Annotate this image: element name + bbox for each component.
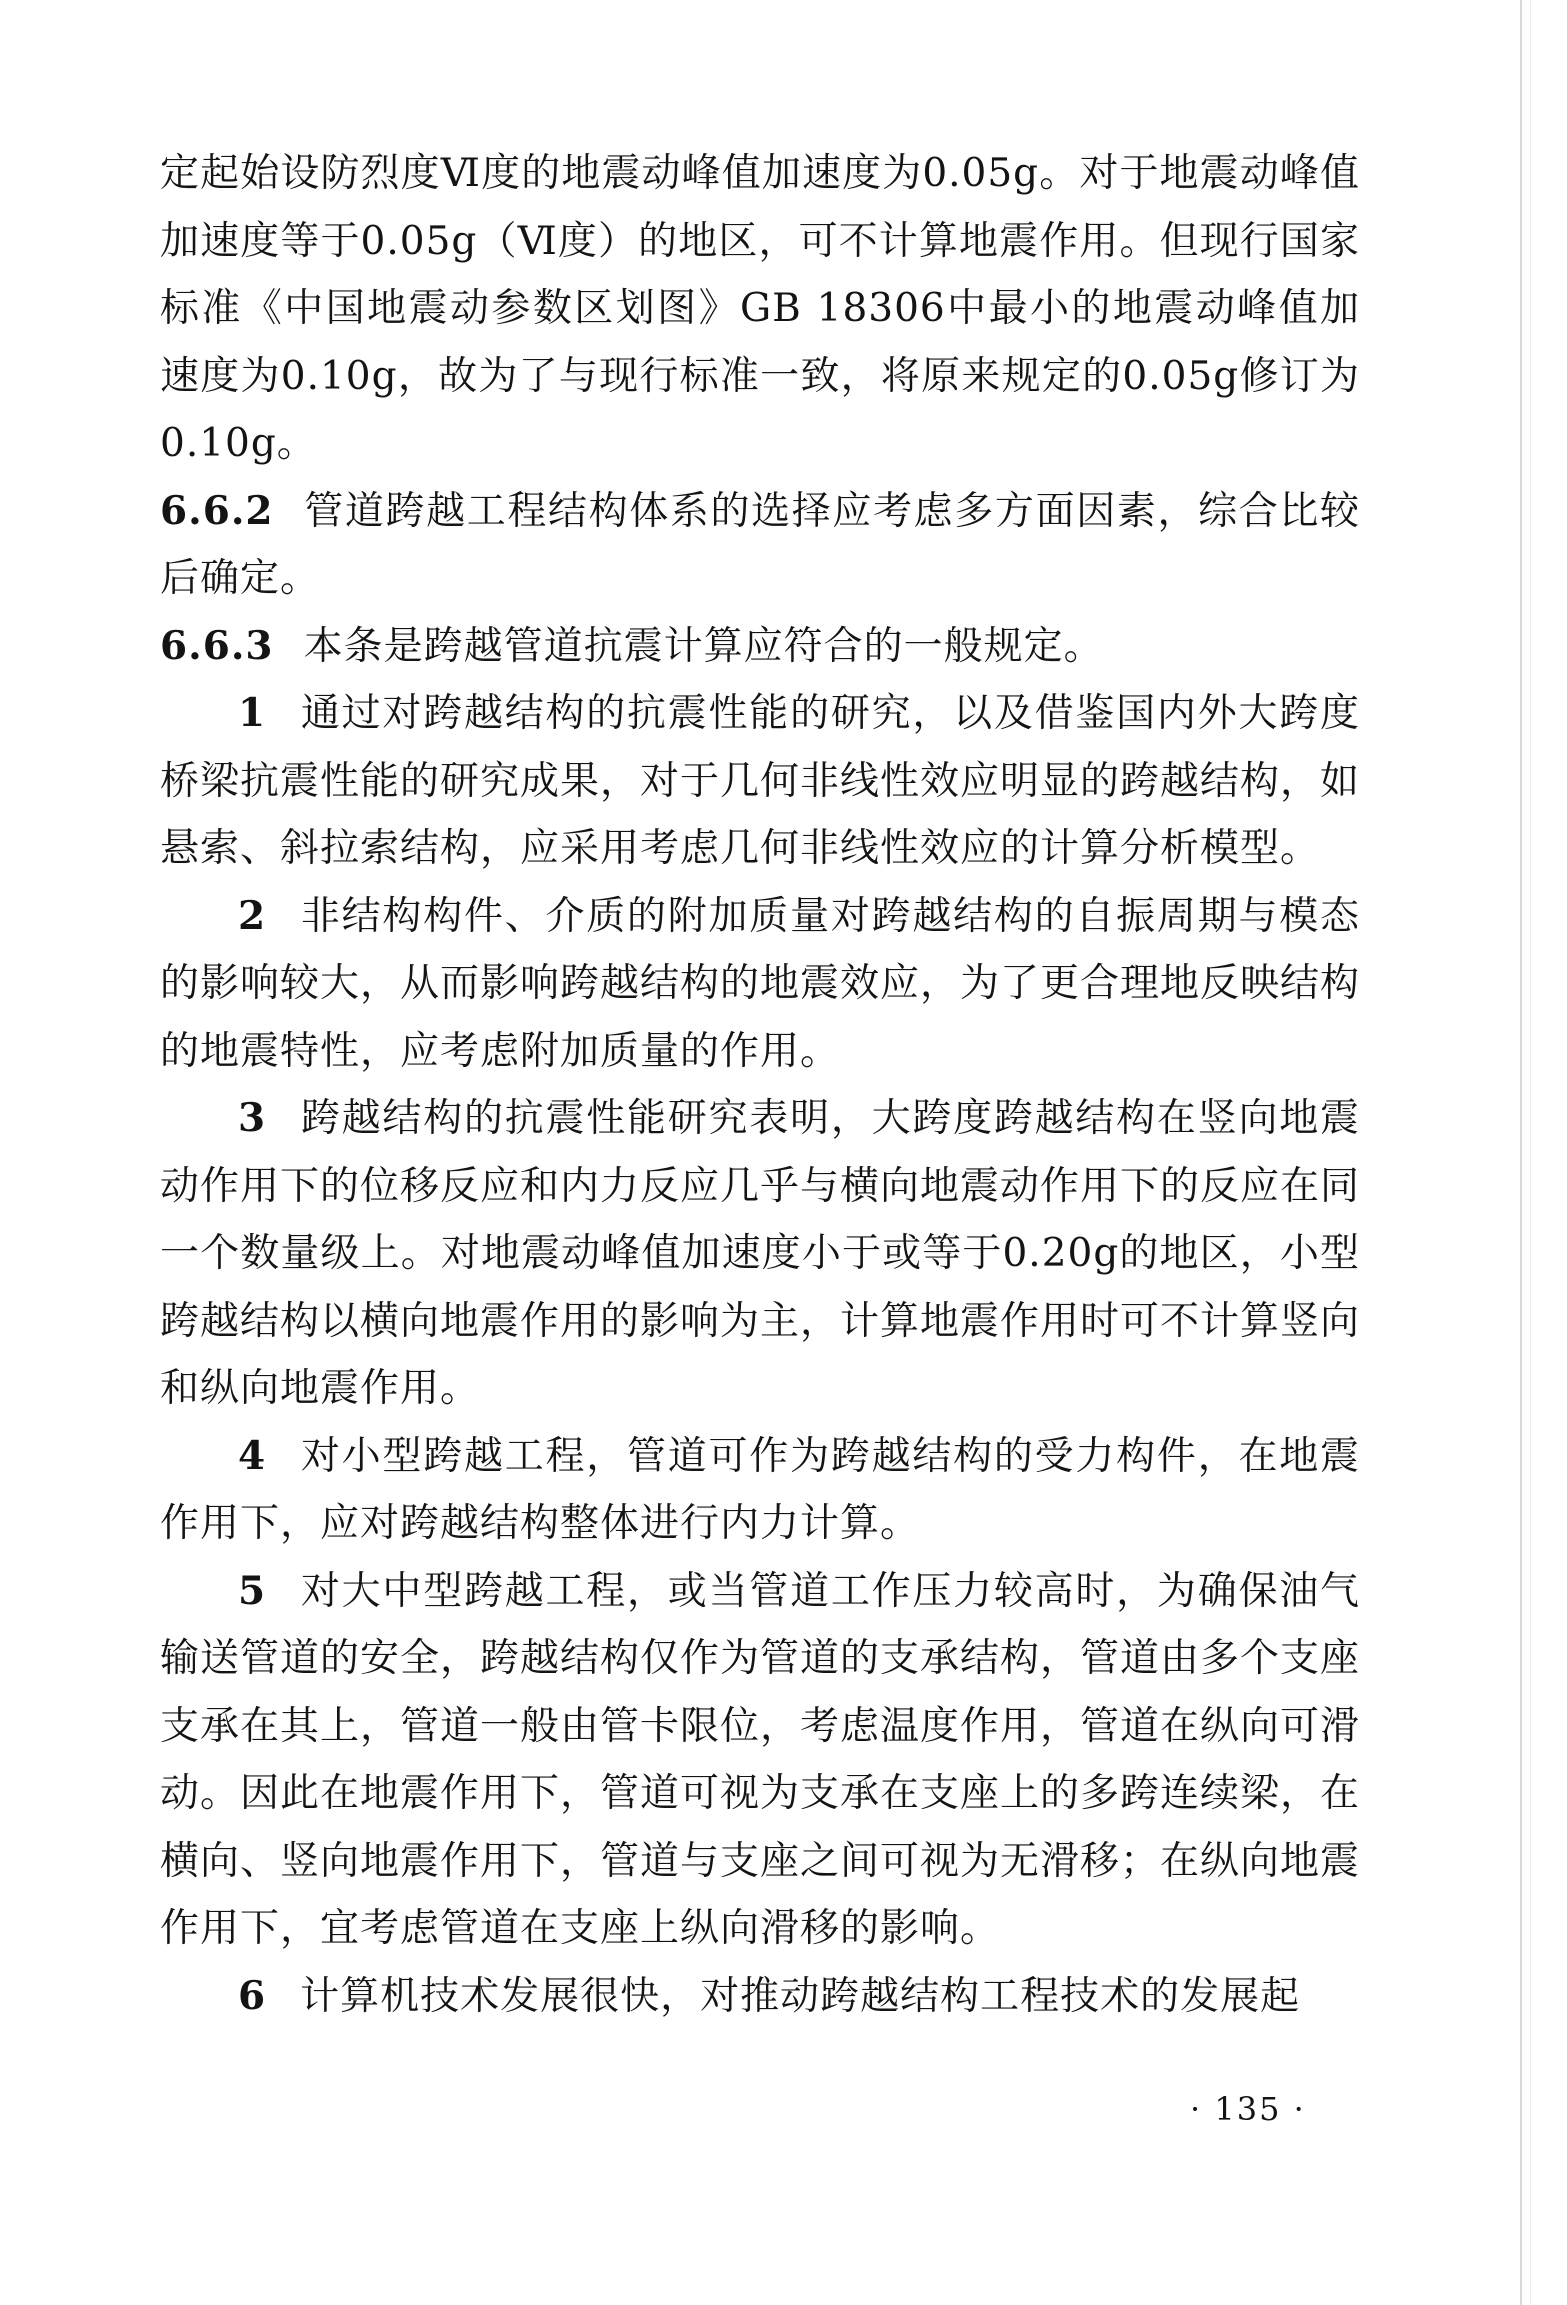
item-number: 2 [238,892,267,939]
document-page [160,140,1360,2030]
paragraph-text: 定起始设防烈度Ⅵ度的地震动峰值加速度为0.05g。对于地震动峰值加速度等于0.05g（Ⅵ度）的地区，可不计算地震作用。但现行国家标准《中国地震动参数区划图》GB 18306中最小的地震动峰值加速度为0.10g，故为了与现行标准一致，将原来规定的0.05g修订为0.10g。 [160,151,1360,466]
item-text: 计算机技术发展很快，对推动跨越结构工程技术的发展起 [300,1973,1301,2019]
item-number: 3 [238,1095,267,1141]
clause-6-6-2 [160,478,1360,613]
clause-6-6-3 [160,613,1360,681]
item-text: 跨越结构的抗震性能研究表明，大跨度跨越结构在竖向地震动作用下的位移反应和内力反应几乎与横向地震动作用下的反应在同一个数量级上。对地震动峰值加速度小于或等于0.20g的地区，小型跨越结构以横向地震作用的影响为主，计算地震作用时可不计算竖向和纵向地震作用。 [160,1096,1361,1411]
item-number: 4 [238,1432,267,1479]
clause-text: 管道跨越工程结构体系的选择应考虑多方面因素，综合比较后确定。 [160,488,1360,601]
item-5 [160,1558,1360,1963]
item-2 [160,883,1360,1086]
item-1 [160,680,1360,883]
item-6 [160,1963,1360,2031]
item-4 [160,1423,1360,1558]
item-text: 通过对跨越结构的抗震性能的研究，以及借鉴国内外大跨度桥梁抗震性能的研究成果，对于几何非线性效应明显的跨越结构，如悬索、斜拉索结构，应采用考虑几何非线性效应的计算分析模型。 [160,691,1361,871]
clause-number: 6.6.2 [160,487,274,534]
item-number: 1 [238,690,267,736]
paragraph-continuation [160,140,1360,478]
item-text: 非结构构件、介质的附加质量对跨越结构的自振周期与模态的影响较大，从而影响跨越结构的地震效应，为了更合理地反映结构的地震特性，应考虑附加质量的作用。 [160,893,1361,1074]
page-edge-rule-inner [1530,0,1531,2305]
page-number: · 135 · [1190,2090,1306,2128]
item-text: 对大中型跨越工程，或当管道工作压力较高时，为确保油气输送管道的安全，跨越结构仅作为管道的支承结构，管道由多个支座支承在其上，管道一般由管卡限位，考虑温度作用，管道在纵向可滑动。因此在地震作用下，管道可视为支承在支座上的多跨连续梁，在横向、竖向地震作用下，管道与支座之间可视为无滑移；在纵向地震作用下，宜考虑管道在支座上纵向滑移的影响。 [160,1568,1361,1951]
item-number: 5 [238,1567,267,1614]
page-edge-rule [1520,0,1522,2305]
item-number: 6 [238,1972,267,2019]
item-3 [160,1085,1360,1423]
clause-number: 6.6.3 [160,622,274,669]
item-text: 对小型跨越工程，管道可作为跨越结构的受力构件，在地震作用下，应对跨越结构整体进行内力计算。 [160,1433,1360,1546]
clause-text: 本条是跨越管道抗震计算应符合的一般规定。 [303,623,1104,669]
